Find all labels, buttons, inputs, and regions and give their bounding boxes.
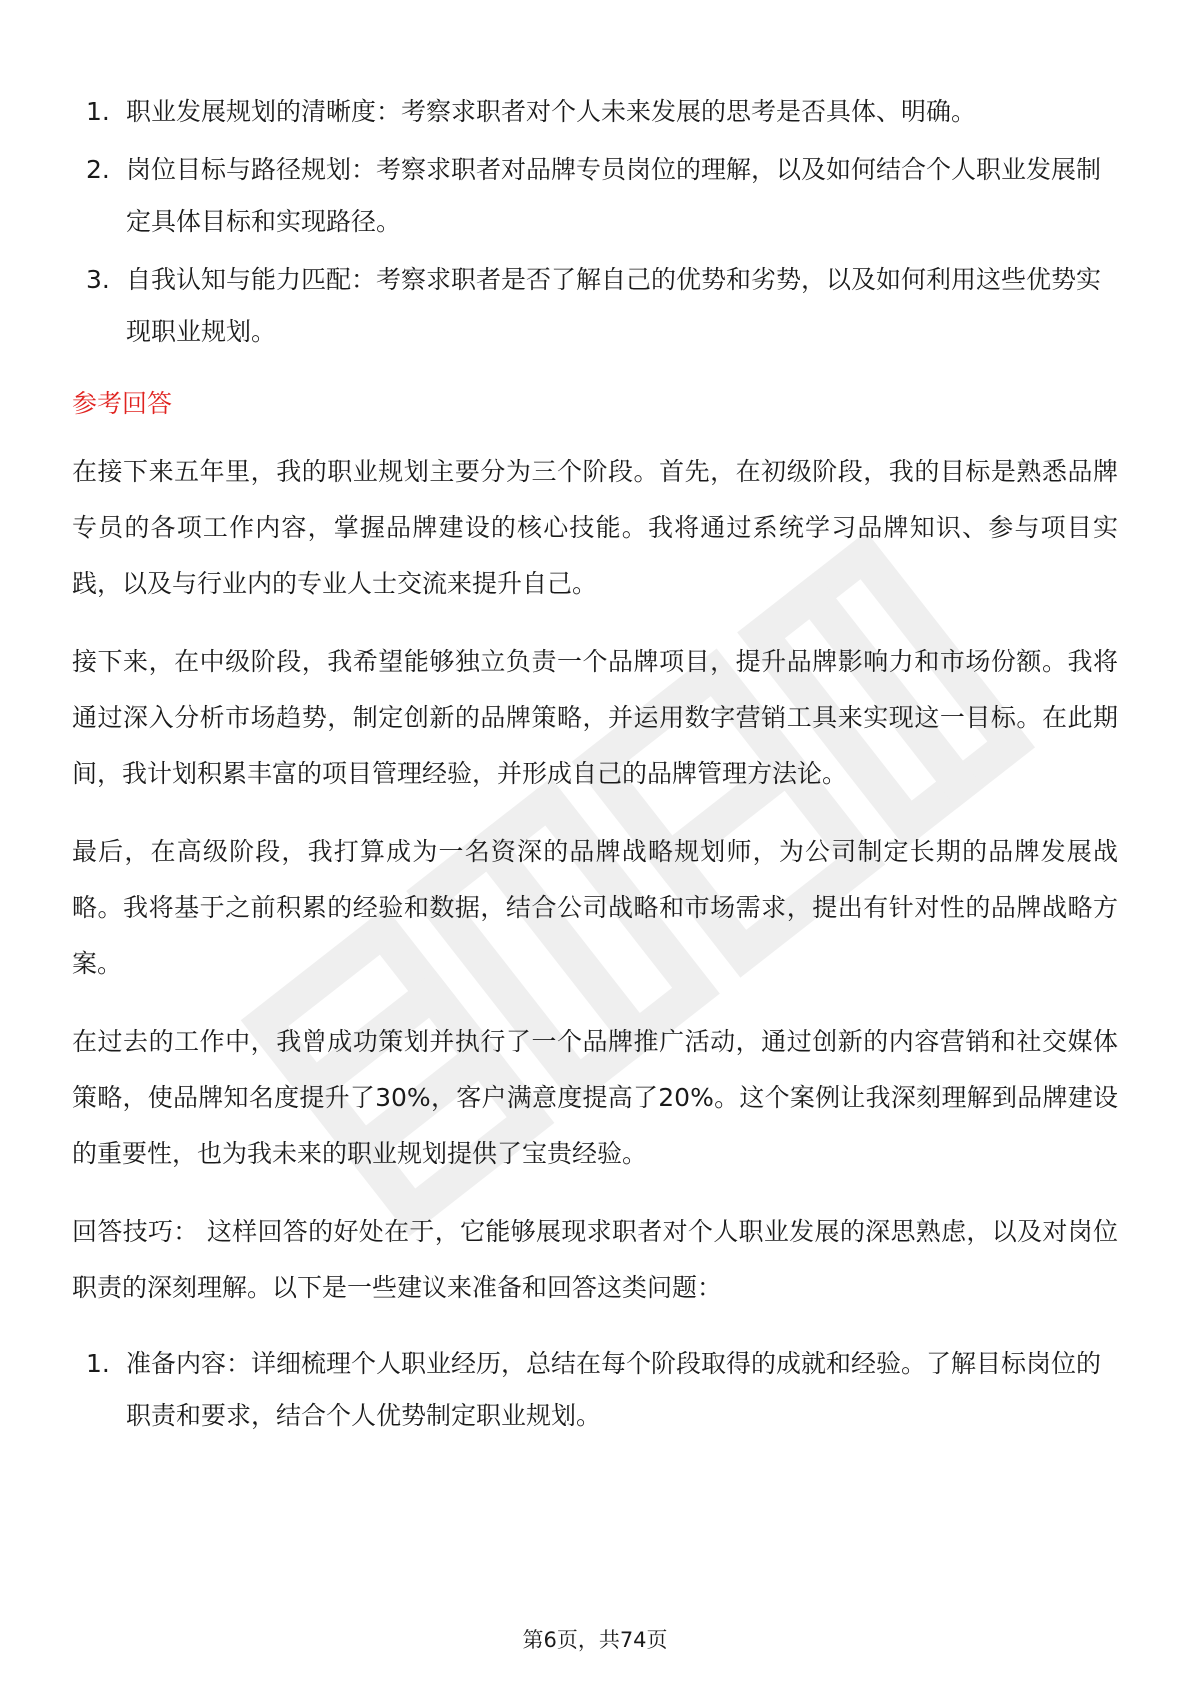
tips-list — [72, 1338, 1118, 1442]
list-item — [72, 1338, 1118, 1442]
list-item-text: 岗位目标与路径规划：考察求职者对品牌专员岗位的理解，以及如何结合个人职业发展制定具体目标和实现路径。 — [126, 155, 1102, 236]
list-item-text: 准备内容：详细梳理个人职业经历，总结在每个阶段取得的成就和经验。了解目标岗位的职责和要求，结合个人优势制定职业规划。 — [126, 1349, 1102, 1430]
list-number: 3. — [86, 265, 110, 294]
list-item-text: 职业发展规划的清晰度：考察求职者对个人未来发展的思考是否具体、明确。 — [126, 97, 977, 126]
answer-paragraph: 接下来，在中级阶段，我希望能够独立负责一个品牌项目，提升品牌影响力和市场份额。我将通过深入分析市场趋势，制定创新的品牌策略，并运用数字营销工具来实现这一目标。在此期间，我计划积累丰富的项目管理经验，并形成自己的品牌管理方法论。 — [72, 647, 1118, 788]
list-number: 2. — [86, 155, 110, 184]
list-number: 1. — [86, 1349, 110, 1378]
answer-paragraph: 在接下来五年里，我的职业规划主要分为三个阶段。首先，在初级阶段，我的目标是熟悉品牌专员的各项工作内容，掌握品牌建设的核心技能。我将通过系统学习品牌知识、参与项目实践，以及与行业内的专业人士交流来提升自己。 — [72, 457, 1118, 598]
list-item — [72, 86, 1118, 138]
page-footer: 第6页，共74页 — [522, 1628, 668, 1652]
page-content — [72, 86, 1118, 1448]
answer-paragraph: 在过去的工作中，我曾成功策划并执行了一个品牌推广活动，通过创新的内容营销和社交媒体策略，使品牌知名度提升了30%，客户满意度提高了20%。这个案例让我深刻理解到品牌建设的重要性，也为我未来的职业规划提供了宝贵经验。 — [72, 1027, 1118, 1168]
reference-answer-heading: 参考回答 — [72, 389, 173, 418]
answer-paragraph: 最后，在高级阶段，我打算成为一名资深的品牌战略规划师，为公司制定长期的品牌发展战略。我将基于之前积累的经验和数据，结合公司战略和市场需求，提出有针对性的品牌战略方案。 — [72, 837, 1118, 978]
list-number: 1. — [86, 97, 110, 126]
list-item — [72, 144, 1118, 248]
tips-intro-paragraph: 回答技巧： 这样回答的好处在于，它能够展现求职者对个人职业发展的深思熟虑，以及对岗位职责的深刻理解。以下是一些建议来准备和回答这类问题： — [72, 1217, 1118, 1302]
list-item-text: 自我认知与能力匹配：考察求职者是否了解自己的优势和劣势，以及如何利用这些优势实现职业规划。 — [126, 265, 1102, 346]
list-item — [72, 254, 1118, 358]
criteria-list — [72, 86, 1118, 358]
